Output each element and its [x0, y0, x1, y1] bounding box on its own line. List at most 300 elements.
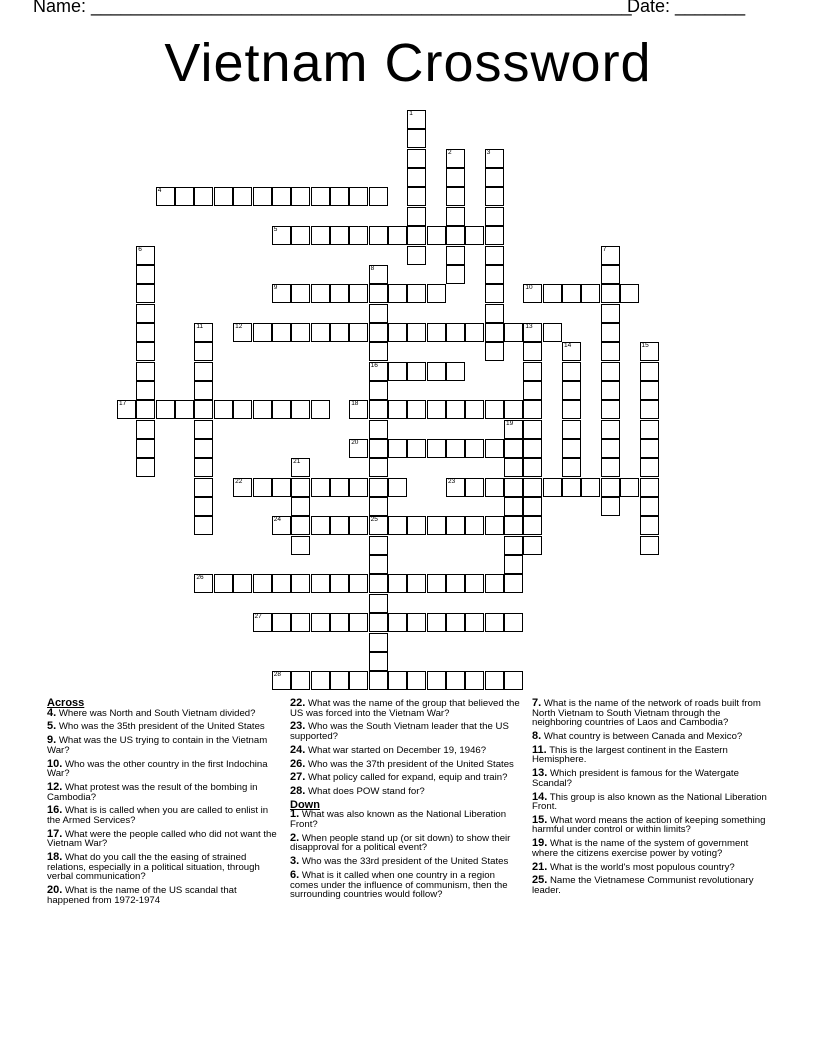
grid-cell[interactable] [388, 439, 407, 458]
grid-cell[interactable] [291, 536, 310, 555]
grid-cell[interactable] [523, 342, 542, 361]
grid-cell[interactable] [601, 458, 620, 477]
clue-down-13: 13. Which president is famous for the Watergate Scandal? [532, 767, 739, 789]
grid-cell[interactable] [523, 439, 542, 458]
grid-cell[interactable] [291, 323, 310, 342]
grid-cell[interactable] [523, 478, 542, 497]
grid-cell[interactable] [407, 400, 426, 419]
clue-across-28: 28. What does POW stand for? [290, 785, 425, 798]
grid-cell[interactable] [330, 226, 349, 245]
grid-cell[interactable] [272, 671, 291, 690]
grid-cell[interactable] [407, 516, 426, 535]
grid-cell[interactable] [194, 400, 213, 419]
cell-number: 27 [254, 613, 262, 621]
grid-cell[interactable] [311, 400, 330, 419]
grid-cell[interactable] [523, 323, 542, 342]
grid-cell[interactable] [523, 362, 542, 381]
clue-down-7: 7. What is the name of the network of roads built from North Vietnam to South Vietnam through the neighboring countries of Laos and Cambodia? [532, 697, 761, 729]
grid-cell[interactable] [446, 187, 465, 206]
grid-cell[interactable] [504, 400, 523, 419]
clue-across-4: 4. Where was North and South Vietnam divided? [47, 706, 256, 719]
grid-cell[interactable] [194, 458, 213, 477]
cell-number: 11 [196, 322, 204, 330]
grid-cell[interactable] [446, 362, 465, 381]
grid-cell[interactable] [311, 323, 330, 342]
grid-cell[interactable] [349, 187, 368, 206]
grid-cell[interactable] [407, 362, 426, 381]
grid-cell[interactable] [253, 187, 272, 206]
grid-cell[interactable] [194, 187, 213, 206]
grid-cell[interactable] [311, 284, 330, 303]
grid-cell[interactable] [349, 439, 368, 458]
grid-cell[interactable] [311, 613, 330, 632]
grid-cell[interactable] [407, 187, 426, 206]
grid-cell[interactable] [427, 574, 446, 593]
grid-cell[interactable] [388, 613, 407, 632]
grid-cell[interactable] [330, 284, 349, 303]
grid-cell[interactable] [562, 400, 581, 419]
grid-cell[interactable] [640, 381, 659, 400]
across-heading: Across [47, 697, 85, 709]
grid-cell[interactable] [291, 671, 310, 690]
name-field[interactable]: Name: ______________________________________________________ [33, 0, 632, 16]
grid-cell[interactable] [311, 478, 330, 497]
grid-cell[interactable] [581, 478, 600, 497]
grid-cell[interactable] [272, 284, 291, 303]
grid-cell[interactable] [504, 671, 523, 690]
grid-cell[interactable] [136, 265, 155, 284]
grid-cell[interactable] [523, 284, 542, 303]
cell-number: 2 [448, 148, 452, 156]
grid-cell[interactable] [601, 381, 620, 400]
grid-cell[interactable] [369, 594, 388, 613]
grid-cell[interactable] [601, 400, 620, 419]
grid-cell[interactable] [465, 478, 484, 497]
grid-cell[interactable] [640, 497, 659, 516]
grid-cell[interactable] [562, 381, 581, 400]
grid-cell[interactable] [485, 439, 504, 458]
grid-cell[interactable] [117, 400, 136, 419]
grid-cell[interactable] [136, 458, 155, 477]
grid-cell[interactable] [136, 323, 155, 342]
grid-cell[interactable] [388, 478, 407, 497]
grid-cell[interactable] [194, 420, 213, 439]
cell-number: 15 [641, 342, 649, 350]
grid-cell[interactable] [523, 400, 542, 419]
grid-cell[interactable] [369, 400, 388, 419]
grid-cell[interactable] [291, 284, 310, 303]
grid-cell[interactable] [175, 187, 194, 206]
grid-cell[interactable] [523, 420, 542, 439]
grid-cell[interactable] [136, 284, 155, 303]
grid-cell[interactable] [407, 246, 426, 265]
grid-cell[interactable] [369, 284, 388, 303]
grid-cell[interactable] [504, 516, 523, 535]
date-field[interactable]: Date: _______ [627, 0, 746, 16]
grid-cell[interactable] [388, 671, 407, 690]
grid-cell[interactable] [407, 671, 426, 690]
grid-cell[interactable] [369, 381, 388, 400]
grid-cell[interactable] [407, 149, 426, 168]
grid-cell[interactable] [446, 478, 465, 497]
grid-cell[interactable] [427, 516, 446, 535]
grid-cell[interactable] [504, 323, 523, 342]
grid-cell[interactable] [349, 613, 368, 632]
grid-cell[interactable] [388, 516, 407, 535]
grid-cell[interactable] [427, 613, 446, 632]
grid-cell[interactable] [504, 458, 523, 477]
clue-across-23: 23. Who was the South Vietnam leader that the US supported? [290, 720, 509, 742]
grid-cell[interactable] [407, 439, 426, 458]
grid-cell[interactable] [330, 478, 349, 497]
grid-cell[interactable] [369, 555, 388, 574]
grid-cell[interactable] [640, 516, 659, 535]
cell-number: 10 [525, 284, 533, 292]
grid-cell[interactable] [291, 226, 310, 245]
grid-cell[interactable] [427, 226, 446, 245]
grid-cell[interactable] [194, 381, 213, 400]
grid-cell[interactable] [407, 110, 426, 129]
grid-cell[interactable] [485, 187, 504, 206]
grid-cell[interactable] [485, 342, 504, 361]
grid-cell[interactable] [407, 207, 426, 226]
grid-cell[interactable] [446, 323, 465, 342]
grid-cell[interactable] [330, 574, 349, 593]
grid-cell[interactable] [369, 497, 388, 516]
grid-cell[interactable] [601, 304, 620, 323]
grid-cell[interactable] [543, 323, 562, 342]
cell-number: 25 [370, 516, 378, 524]
grid-cell[interactable] [601, 342, 620, 361]
grid-cell[interactable] [504, 613, 523, 632]
grid-cell[interactable] [194, 574, 213, 593]
grid-cell[interactable] [485, 226, 504, 245]
grid-cell[interactable] [523, 516, 542, 535]
grid-cell[interactable] [504, 497, 523, 516]
grid-cell[interactable] [369, 633, 388, 652]
grid-cell[interactable] [253, 574, 272, 593]
clue-down-11: 11. This is the largest continent in the Eastern Hemisphere. [532, 743, 728, 766]
grid-cell[interactable] [562, 420, 581, 439]
grid-cell[interactable] [543, 284, 562, 303]
grid-cell[interactable] [369, 671, 388, 690]
grid-cell[interactable] [523, 497, 542, 516]
grid-cell[interactable] [427, 323, 446, 342]
grid-cell[interactable] [562, 439, 581, 458]
grid-cell[interactable] [485, 478, 504, 497]
clue-across-27: 27. What policy called for expand, equip and train? [290, 771, 508, 784]
grid-cell[interactable] [504, 574, 523, 593]
grid-cell[interactable] [136, 362, 155, 381]
grid-cell[interactable] [601, 265, 620, 284]
grid-cell[interactable] [601, 284, 620, 303]
grid-cell[interactable] [233, 400, 252, 419]
grid-cell[interactable] [427, 362, 446, 381]
grid-cell[interactable] [485, 613, 504, 632]
grid-cell[interactable] [369, 342, 388, 361]
grid-cell[interactable] [253, 400, 272, 419]
grid-cell[interactable] [465, 226, 484, 245]
grid-cell[interactable] [407, 323, 426, 342]
grid-cell[interactable] [562, 362, 581, 381]
grid-cell[interactable] [369, 652, 388, 671]
grid-cell[interactable] [446, 246, 465, 265]
grid-cell[interactable] [446, 207, 465, 226]
grid-cell[interactable] [504, 536, 523, 555]
grid-cell[interactable] [407, 574, 426, 593]
grid-cell[interactable] [446, 400, 465, 419]
grid-cell[interactable] [446, 671, 465, 690]
grid-cell[interactable] [194, 342, 213, 361]
grid-cell[interactable] [465, 671, 484, 690]
grid-cell[interactable] [465, 323, 484, 342]
grid-cell[interactable] [485, 304, 504, 323]
grid-cell[interactable] [640, 420, 659, 439]
cell-number: 1 [409, 110, 413, 117]
clue-down-14: 14. This group is also known as the National Liberation Front. [532, 790, 767, 813]
grid-cell[interactable] [562, 478, 581, 497]
grid-cell[interactable] [349, 323, 368, 342]
grid-cell[interactable] [427, 284, 446, 303]
grid-cell[interactable] [136, 381, 155, 400]
grid-cell[interactable] [233, 574, 252, 593]
grid-cell[interactable] [349, 400, 368, 419]
grid-cell[interactable] [485, 265, 504, 284]
grid-cell[interactable] [311, 516, 330, 535]
grid-cell[interactable] [136, 246, 155, 265]
grid-cell[interactable] [369, 362, 388, 381]
grid-cell[interactable] [330, 613, 349, 632]
grid-cell[interactable] [369, 187, 388, 206]
grid-cell[interactable] [330, 187, 349, 206]
grid-cell[interactable] [291, 613, 310, 632]
grid-cell[interactable] [407, 613, 426, 632]
grid-cell[interactable] [349, 516, 368, 535]
grid-cell[interactable] [291, 516, 310, 535]
grid-cell[interactable] [446, 613, 465, 632]
grid-cell[interactable] [136, 342, 155, 361]
grid-cell[interactable] [291, 574, 310, 593]
grid-cell[interactable] [194, 323, 213, 342]
grid-cell[interactable] [523, 536, 542, 555]
grid-cell[interactable] [136, 439, 155, 458]
grid-cell[interactable] [485, 168, 504, 187]
grid-cell[interactable] [427, 400, 446, 419]
grid-cell[interactable] [291, 458, 310, 477]
grid-cell[interactable] [311, 226, 330, 245]
grid-cell[interactable] [136, 420, 155, 439]
grid-cell[interactable] [407, 168, 426, 187]
clues-column-3 [532, 699, 768, 900]
grid-cell[interactable] [233, 187, 252, 206]
grid-cell[interactable] [253, 613, 272, 632]
grid-cell[interactable] [581, 284, 600, 303]
grid-cell[interactable] [349, 671, 368, 690]
grid-cell[interactable] [369, 323, 388, 342]
cell-number: 16 [370, 361, 378, 369]
grid-cell[interactable] [349, 226, 368, 245]
grid-cell[interactable] [214, 574, 233, 593]
grid-cell[interactable] [369, 613, 388, 632]
grid-cell[interactable] [523, 381, 542, 400]
grid-cell[interactable] [485, 400, 504, 419]
grid-cell[interactable] [485, 574, 504, 593]
grid-cell[interactable] [407, 226, 426, 245]
grid-cell[interactable] [640, 362, 659, 381]
grid-cell[interactable] [330, 516, 349, 535]
grid-cell[interactable] [427, 671, 446, 690]
grid-cell[interactable] [485, 246, 504, 265]
grid-cell[interactable] [543, 478, 562, 497]
grid-cell[interactable] [369, 516, 388, 535]
grid-cell[interactable] [233, 478, 252, 497]
grid-cell[interactable] [427, 439, 446, 458]
grid-cell[interactable] [620, 284, 639, 303]
down-heading: Down [290, 798, 320, 811]
grid-cell[interactable] [311, 671, 330, 690]
grid-cell[interactable] [194, 478, 213, 497]
grid-cell[interactable] [446, 439, 465, 458]
grid-cell[interactable] [388, 574, 407, 593]
grid-cell[interactable] [291, 187, 310, 206]
grid-cell[interactable] [446, 574, 465, 593]
grid-cell[interactable] [388, 226, 407, 245]
grid-cell[interactable] [253, 323, 272, 342]
grid-cell[interactable] [349, 574, 368, 593]
cell-number: 7 [602, 245, 607, 253]
grid-cell[interactable] [620, 478, 639, 497]
grid-cell[interactable] [349, 478, 368, 497]
grid-cell[interactable] [272, 613, 291, 632]
grid-cell[interactable] [291, 497, 310, 516]
grid-cell[interactable] [388, 362, 407, 381]
grid-cell[interactable] [194, 516, 213, 535]
grid-cell[interactable] [388, 400, 407, 419]
cell-number: 4 [157, 187, 162, 195]
grid-cell[interactable] [601, 362, 620, 381]
grid-cell[interactable] [369, 439, 388, 458]
grid-cell[interactable] [369, 574, 388, 593]
grid-cell[interactable] [485, 671, 504, 690]
grid-cell[interactable] [272, 400, 291, 419]
clue-down-15: 15. What word means the action of keeping something harmful under control or within limits? [532, 813, 766, 836]
grid-cell[interactable] [311, 574, 330, 593]
cell-number: 23 [448, 477, 456, 485]
grid-cell[interactable] [272, 574, 291, 593]
grid-cell[interactable] [369, 458, 388, 477]
cell-number: 20 [351, 439, 359, 446]
grid-cell[interactable] [156, 400, 175, 419]
grid-cell[interactable] [562, 284, 581, 303]
grid-cell[interactable] [640, 439, 659, 458]
grid-cell[interactable] [156, 187, 175, 206]
grid-cell[interactable] [601, 497, 620, 516]
grid-cell[interactable] [369, 478, 388, 497]
grid-cell[interactable] [369, 304, 388, 323]
grid-cell[interactable] [214, 187, 233, 206]
grid-cell[interactable] [272, 516, 291, 535]
grid-cell[interactable] [465, 516, 484, 535]
grid-cell[interactable] [562, 342, 581, 361]
grid-cell[interactable] [504, 420, 523, 439]
grid-cell[interactable] [504, 478, 523, 497]
grid-cell[interactable] [291, 478, 310, 497]
cell-number: 12 [235, 322, 243, 330]
grid-cell[interactable] [272, 323, 291, 342]
grid-cell[interactable] [446, 516, 465, 535]
grid-cell[interactable] [601, 323, 620, 342]
grid-cell[interactable] [233, 323, 252, 342]
grid-cell[interactable] [640, 458, 659, 477]
grid-cell[interactable] [330, 323, 349, 342]
grid-cell[interactable] [388, 323, 407, 342]
grid-cell[interactable] [194, 439, 213, 458]
grid-cell[interactable] [485, 284, 504, 303]
grid-cell[interactable] [601, 478, 620, 497]
grid-cell[interactable] [523, 458, 542, 477]
grid-cell[interactable] [175, 400, 194, 419]
grid-cell[interactable] [407, 129, 426, 148]
grid-cell[interactable] [136, 304, 155, 323]
grid-cell[interactable] [504, 555, 523, 574]
cell-number: 28 [273, 671, 282, 679]
grid-cell[interactable] [640, 478, 659, 497]
grid-cell[interactable] [194, 362, 213, 381]
grid-cell[interactable] [388, 284, 407, 303]
grid-cell[interactable] [136, 400, 155, 419]
grid-cell[interactable] [601, 420, 620, 439]
grid-cell[interactable] [485, 323, 504, 342]
grid-cell[interactable] [485, 516, 504, 535]
clue-down-8: 8. What country is between Canada and Mexico? [532, 729, 743, 742]
grid-cell[interactable] [446, 226, 465, 245]
grid-cell[interactable] [465, 439, 484, 458]
grid-cell[interactable] [504, 439, 523, 458]
grid-cell[interactable] [485, 207, 504, 226]
grid-cell[interactable] [291, 400, 310, 419]
grid-cell[interactable] [349, 284, 368, 303]
grid-cell[interactable] [369, 536, 388, 555]
grid-cell[interactable] [446, 265, 465, 284]
grid-cell[interactable] [446, 149, 465, 168]
grid-cell[interactable] [253, 478, 272, 497]
grid-cell[interactable] [640, 536, 659, 555]
grid-cell[interactable] [465, 574, 484, 593]
grid-cell[interactable] [214, 400, 233, 419]
grid-cell[interactable] [369, 226, 388, 245]
grid-cell[interactable] [272, 478, 291, 497]
grid-cell[interactable] [601, 439, 620, 458]
grid-cell[interactable] [330, 671, 349, 690]
grid-cell[interactable] [407, 284, 426, 303]
grid-cell[interactable] [311, 187, 330, 206]
clue-across-18: 18. What do you call the the easing of strained relations, especially in a political situation, through verbal communication? [47, 851, 260, 883]
grid-cell[interactable] [194, 497, 213, 516]
grid-cell[interactable] [272, 187, 291, 206]
grid-cell[interactable] [369, 265, 388, 284]
grid-cell[interactable] [640, 400, 659, 419]
grid-cell[interactable] [465, 400, 484, 419]
grid-cell[interactable] [485, 149, 504, 168]
grid-cell[interactable] [446, 168, 465, 187]
grid-cell[interactable] [640, 342, 659, 361]
grid-cell[interactable] [369, 420, 388, 439]
grid-cell[interactable] [465, 613, 484, 632]
grid-cell[interactable] [601, 246, 620, 265]
grid-cell[interactable] [562, 458, 581, 477]
cell-number: 21 [293, 458, 301, 466]
grid-cell[interactable] [272, 226, 291, 245]
